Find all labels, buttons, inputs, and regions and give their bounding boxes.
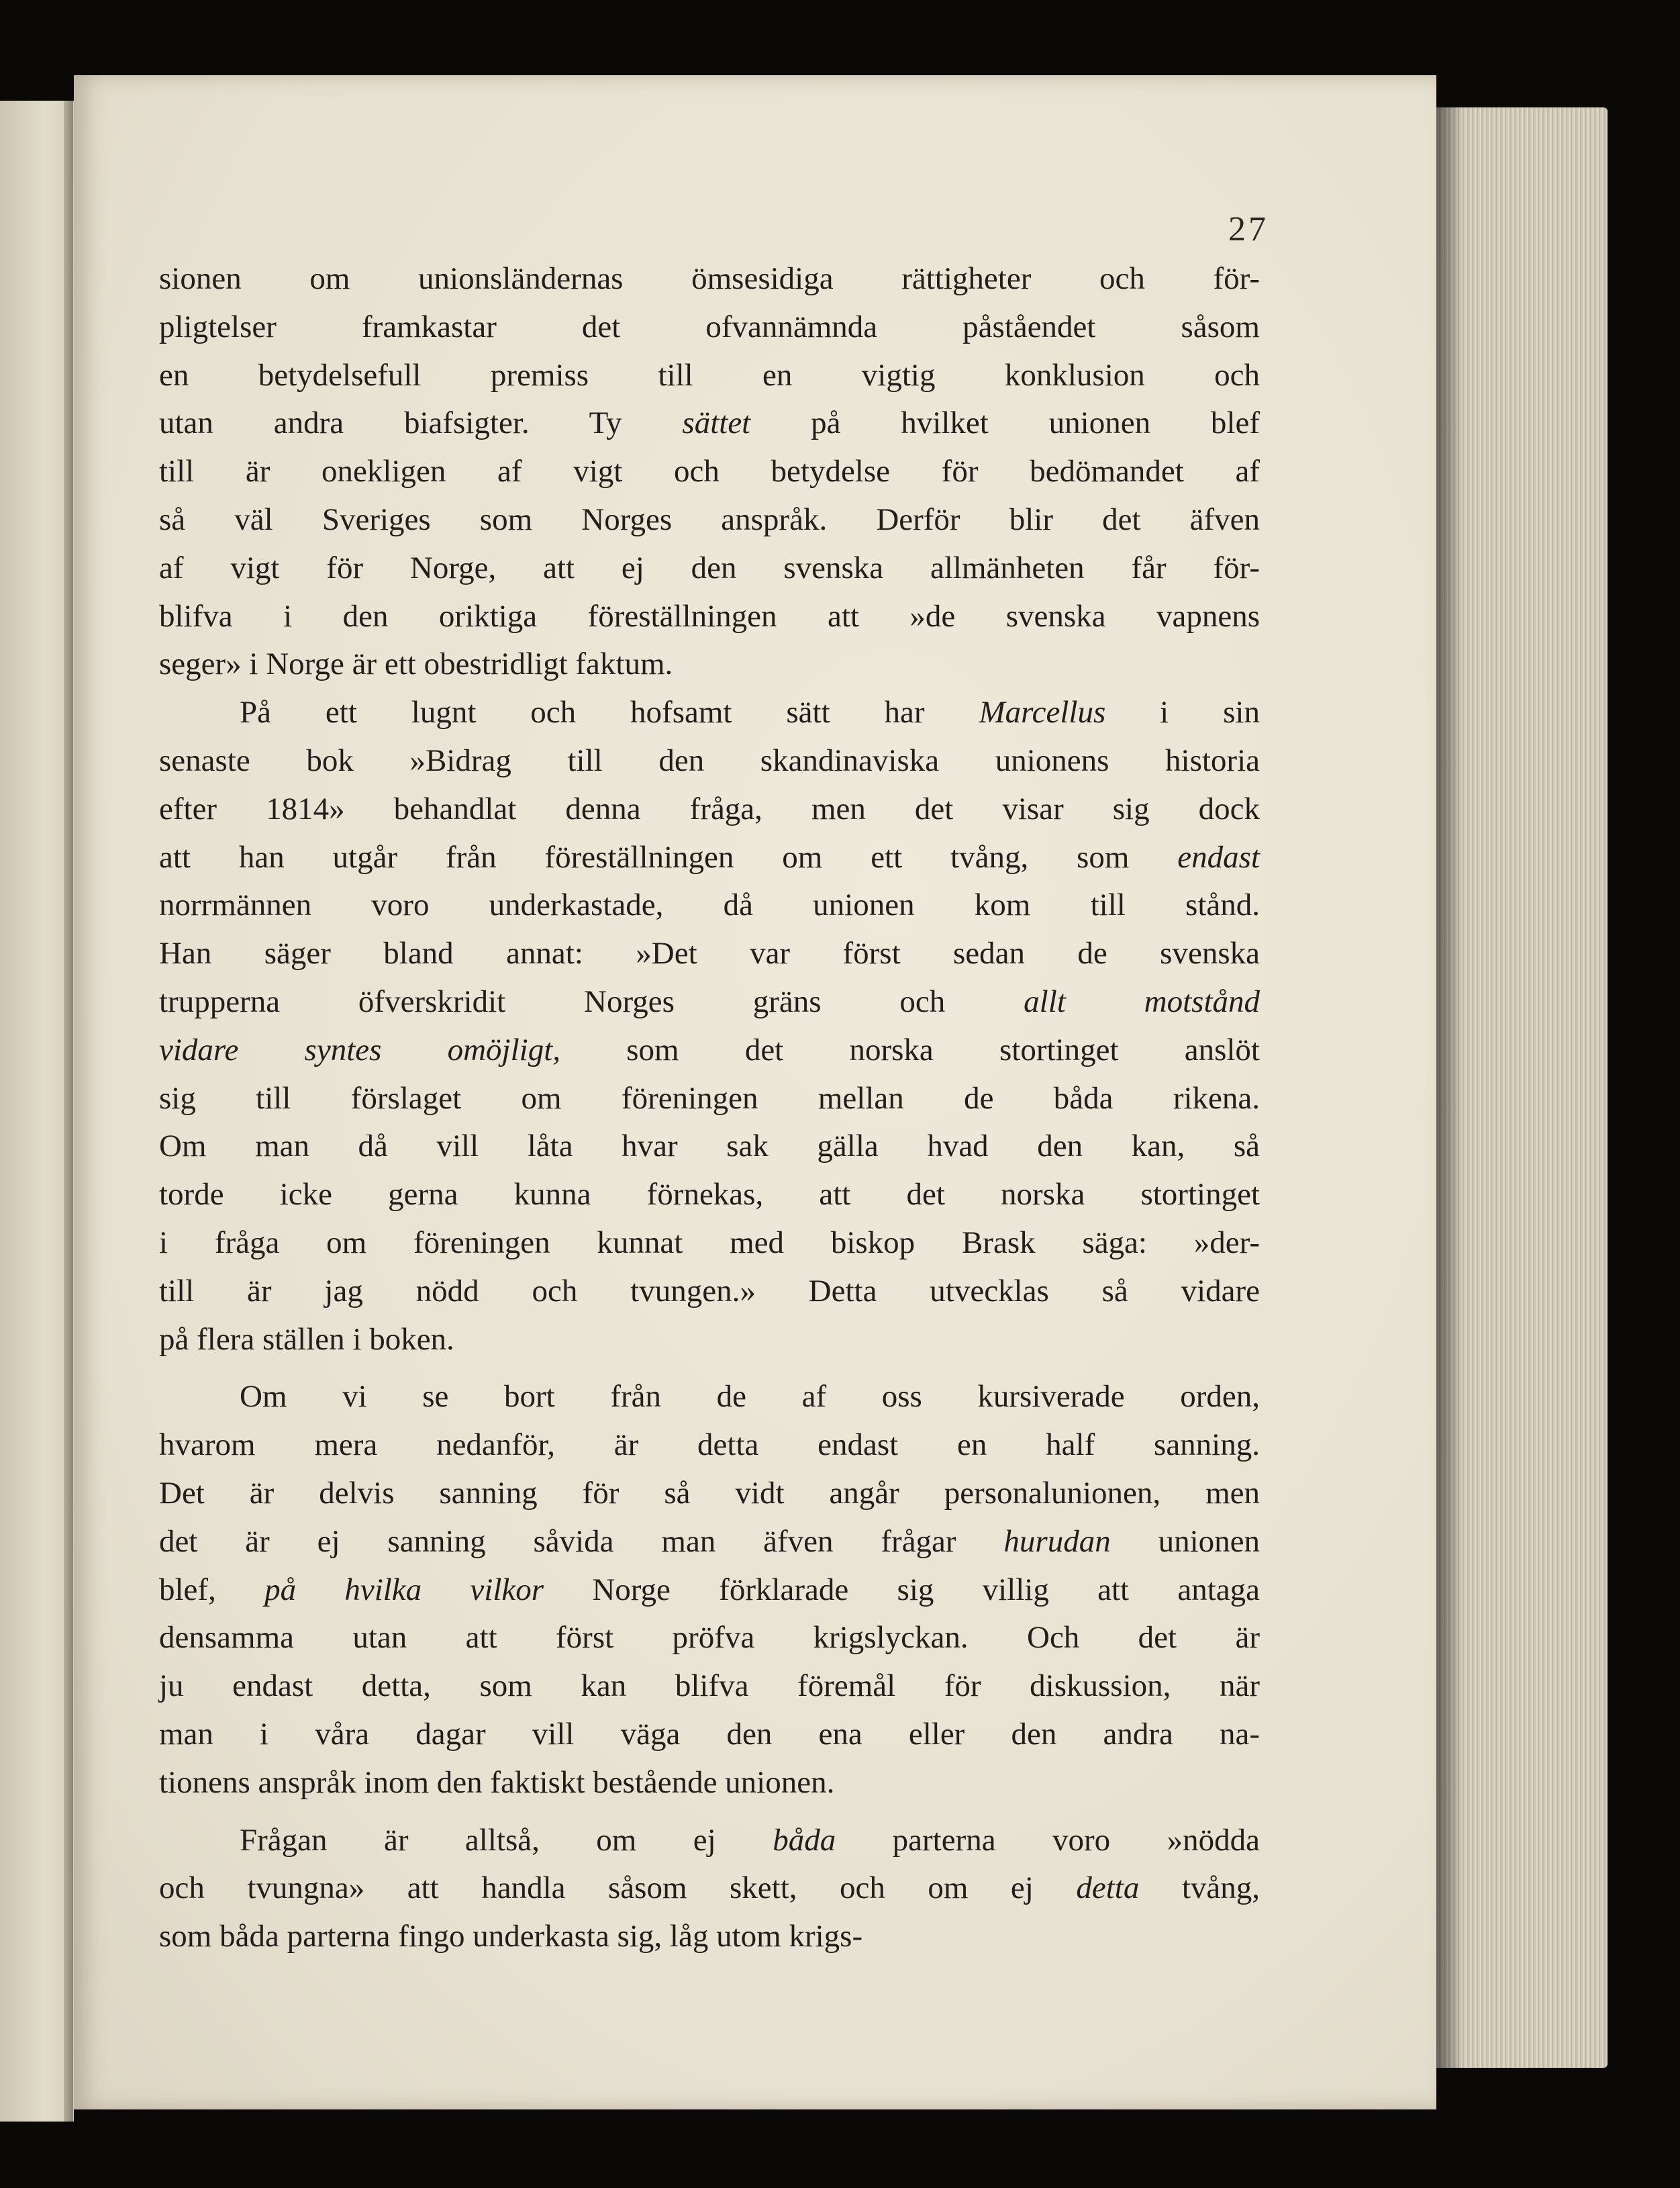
text-segment: i sin — [1105, 695, 1260, 730]
italic-text: båda — [773, 1822, 836, 1858]
text-line — [159, 448, 1260, 496]
text-segment: i fråga om föreningen kunnat med biskop Brask säga: »der- — [159, 1225, 1260, 1260]
text-segment: på hvilket unionen blef — [750, 406, 1260, 441]
italic-text: vidare syntes omöjligt, — [159, 1032, 561, 1067]
text-line — [159, 834, 1260, 882]
text-segment: som det norska stortinget anslöt — [560, 1032, 1260, 1067]
text-line — [159, 882, 1260, 930]
text-segment: en betydelsefull premiss till en vigtig konklusion och — [159, 357, 1260, 393]
text-segment: senaste bok »Bidrag till den skandinaviska unionens historia — [159, 743, 1260, 778]
page-text — [159, 255, 1260, 1961]
text-segment: trupperna öfverskridit Norges gräns och — [159, 984, 1024, 1019]
text-line — [159, 496, 1260, 544]
text-segment: och tvungna» att handla såsom skett, och om ej — [159, 1870, 1077, 1906]
text-segment: norrmännen voro underkastade, då unionen kom till stånd. — [159, 888, 1260, 923]
text-segment: till är jag nödd och tvungen.» Detta utvecklas så vidare — [159, 1273, 1260, 1309]
text-line — [159, 1711, 1260, 1759]
italic-text: Marcellus — [979, 695, 1106, 730]
text-segment: Han säger bland annat: »Det var först sedan de svenska — [159, 936, 1260, 971]
text-line — [159, 1864, 1260, 1913]
text-line — [159, 1075, 1260, 1123]
text-line — [159, 1171, 1260, 1219]
text-segment: tvång, — [1139, 1870, 1260, 1906]
page-edge-shadow — [1436, 107, 1463, 2068]
text-segment: sionen om unionsländernas ömsesidiga rättigheter och för- — [159, 261, 1260, 296]
text-segment: Frågan är alltså, om ej — [240, 1822, 773, 1858]
text-segment: så väl Sveriges som Norges anspråk. Derför blir det äfven — [159, 502, 1260, 537]
text-line — [159, 978, 1260, 1027]
italic-text: detta — [1076, 1870, 1140, 1906]
text-segment: ju endast detta, som kan blifva föremål för diskussion, när — [159, 1668, 1260, 1704]
text-segment: Om man då vill låta hvar sak gälla hvad den kan, så — [159, 1129, 1260, 1164]
text-segment: af vigt för Norge, att ej den svenska allmänheten får för- — [159, 550, 1260, 585]
paragraph-gap — [159, 1364, 1260, 1373]
book-gutter — [64, 101, 73, 2122]
text-line — [159, 1913, 1260, 1961]
italic-text: allt motstånd — [1024, 984, 1261, 1019]
text-line — [159, 352, 1260, 400]
text-segment: sig till förslaget om föreningen mellan de båda rikena. — [159, 1080, 1260, 1116]
text-segment: som båda parterna fingo underkasta sig, låg utom krigs- — [159, 1919, 863, 1954]
text-line — [159, 303, 1260, 352]
text-segment: blifva i den oriktiga föreställningen att »de svenska vapnens — [159, 598, 1260, 634]
text-segment: På ett lugnt och hofsamt sätt har — [240, 695, 979, 730]
text-segment: pligtelser framkastar det ofvannämnda påståendet såsom — [159, 309, 1260, 344]
text-line — [159, 1219, 1260, 1268]
text-segment: till är onekligen af vigt och betydelse för bedömandet af — [159, 454, 1260, 489]
text-line — [159, 1817, 1260, 1865]
text-line — [159, 786, 1260, 834]
text-line — [159, 689, 1260, 737]
text-segment: Om vi se bort från de af oss kursiverade orden, — [240, 1379, 1260, 1415]
text-segment: hvarom mera nedanför, är detta endast en half sanning. — [159, 1427, 1260, 1463]
text-line — [159, 1470, 1260, 1518]
text-segment: densamma utan att först pröfva krigslyckan. Och det är — [159, 1620, 1260, 1656]
italic-text: sättet — [682, 406, 751, 441]
text-segment: Det är delvis sanning för så vidt angår personalunionen, men — [159, 1475, 1260, 1511]
text-line — [159, 1759, 1260, 1807]
text-line — [159, 1566, 1260, 1615]
text-segment: att han utgår från föreställningen om ett tvång, som — [159, 839, 1178, 875]
italic-text: på hvilka vilkor — [264, 1572, 544, 1607]
text-segment: utan andra biafsigter. Ty — [159, 406, 683, 441]
text-line — [159, 1614, 1260, 1662]
text-line — [159, 1027, 1260, 1075]
text-segment: blef, — [159, 1572, 265, 1607]
text-segment: på flera ställen i boken. — [159, 1321, 454, 1357]
paragraph-gap — [159, 1807, 1260, 1817]
previous-page-edge — [0, 101, 74, 2122]
italic-text: hurudan — [1003, 1523, 1111, 1559]
text-segment: torde icke gerna kunna förnekas, att det norska stortinget — [159, 1177, 1260, 1212]
text-line — [159, 930, 1260, 978]
text-line — [159, 255, 1260, 303]
text-segment: seger» i Norge är ett obestridligt faktum. — [159, 647, 673, 682]
text-line — [159, 1316, 1260, 1364]
text-segment: parterna voro »nödda — [836, 1822, 1260, 1858]
text-segment: efter 1814» behandlat denna fråga, men det visar sig dock — [159, 791, 1260, 826]
text-line — [159, 737, 1260, 786]
text-segment: Norge förklarade sig villig att antaga — [544, 1572, 1260, 1607]
text-line — [159, 1373, 1260, 1421]
text-line — [159, 1268, 1260, 1316]
text-segment: unionen — [1110, 1523, 1260, 1559]
text-line — [159, 1662, 1260, 1711]
page-number: 27 — [1228, 210, 1269, 248]
text-line — [159, 593, 1260, 641]
text-line — [159, 399, 1260, 448]
text-line — [159, 1123, 1260, 1171]
italic-text: endast — [1177, 839, 1260, 875]
text-line — [159, 544, 1260, 593]
text-line — [159, 1421, 1260, 1470]
text-line — [159, 640, 1260, 689]
text-segment: man i våra dagar vill väga den ena eller den andra na- — [159, 1716, 1260, 1752]
text-segment: tionens anspråk inom den faktiskt bestående unionen. — [159, 1764, 835, 1800]
text-line — [159, 1518, 1260, 1566]
text-segment: det är ej sanning såvida man äfven frågar — [159, 1523, 1004, 1559]
